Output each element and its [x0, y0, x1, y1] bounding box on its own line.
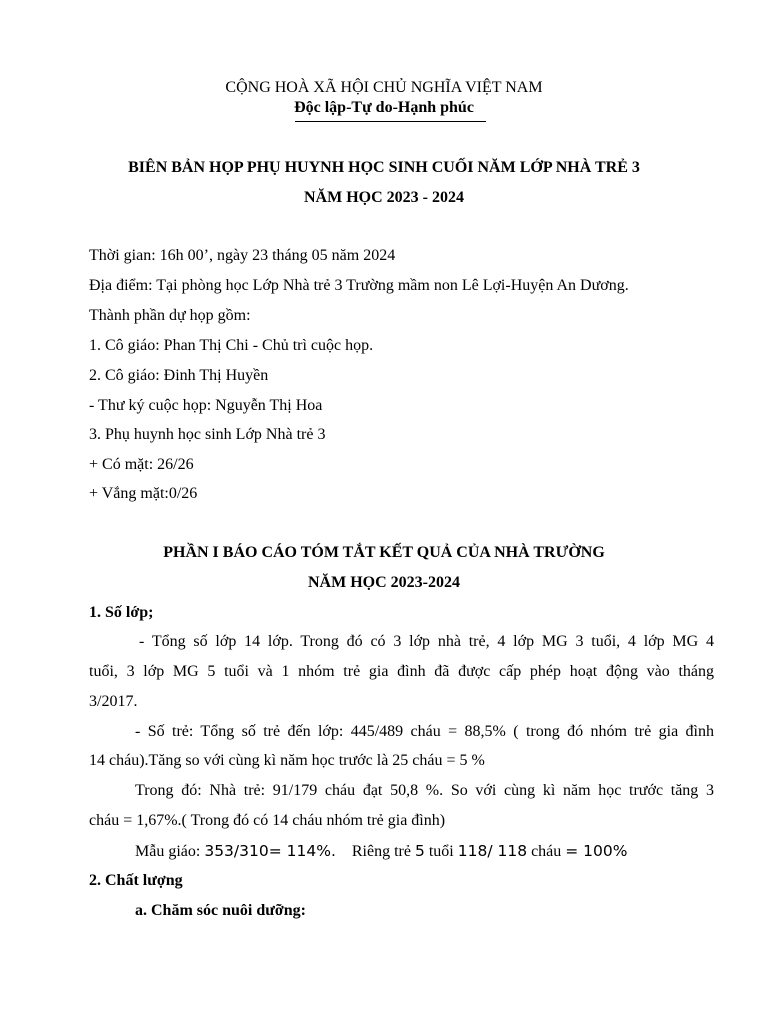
part1-title-line2: NĂM HỌC 2023-2024 [308, 574, 460, 591]
paragraph-nursery-line1: Trong đó: Nhà trẻ: 91/179 cháu đạt 50,8 %. So với cùng kì năm học trước tăng 3 [135, 782, 714, 799]
paragraph-kindergarten [135, 841, 628, 862]
paragraph-class-count-line2: tuổi, 3 lớp MG 5 tuổi và 1 nhóm trẻ gia đình đã được cấp phép hoạt động vào tháng [89, 663, 714, 680]
age5-result: = 100% [565, 842, 628, 860]
participant-item: 3. Phụ huynh học sinh Lớp Nhà trẻ 3 [89, 426, 326, 443]
paragraph-nursery-line2: cháu = 1,67%.( Trong đó có 14 cháu nhóm trẻ gia đình) [89, 812, 446, 829]
paragraph-class-count-line1: - Tổng số lớp 14 lớp. Trong đó có 3 lớp nhà trẻ, 4 lớp MG 3 tuổi, 4 lớp MG 4 [139, 633, 714, 650]
document-title-line1: BIÊN BẢN HỌP PHỤ HUYNH HỌC SINH CUỐI NĂM LỚP NHÀ TRẺ 3 [128, 159, 640, 176]
participant-item: + Vắng mặt:0/26 [89, 485, 198, 502]
age5-number: 5 [414, 842, 425, 860]
section2a-heading: a. Chăm sóc nuôi dưỡng: [135, 902, 306, 919]
participant-item: + Có mặt: 26/26 [89, 456, 194, 473]
age5-unit: cháu [527, 843, 566, 860]
motto: Độc lập-Tự do-Hạnh phúc [294, 99, 474, 116]
participant-item: 2. Cô giáo: Đinh Thị Huyền [89, 367, 269, 384]
age5-label: Riêng trẻ [351, 843, 415, 860]
participant-item: 1. Cô giáo: Phan Thị Chi - Chủ trì cuộc họp. [89, 337, 374, 354]
age5-value: 118/ 118 [457, 842, 528, 860]
meeting-time: Thời gian: 16h 00’, ngày 23 tháng 05 năm 2024 [89, 247, 396, 264]
paragraph-students-line1: - Số trẻ: Tổng số trẻ đến lớp: 445/489 cháu = 88,5% ( trong đó nhóm trẻ gia đình [135, 723, 714, 740]
participant-item: - Thư ký cuộc họp: Nguyễn Thị Hoa [89, 397, 323, 414]
age5-mid: tuổi [424, 843, 458, 860]
meeting-place: Địa điểm: Tại phòng học Lớp Nhà trẻ 3 Trường mầm non Lê Lợi-Huyện An Dương. [89, 277, 629, 294]
kindergarten-label: Mẫu giáo: [135, 843, 205, 860]
participants-heading: Thành phần dự họp gồm: [89, 307, 251, 324]
section2-heading: 2. Chất lượng [89, 872, 183, 889]
motto-underline [295, 121, 486, 122]
paragraph-students-line2: 14 cháu).Tăng so với cùng kì năm học trước là 25 cháu = 5 % [89, 752, 485, 769]
document-title-line2: NĂM HỌC 2023 - 2024 [304, 189, 464, 206]
nation-header: CỘNG HOÀ XÃ HỘI CHỦ NGHĨA VIỆT NAM [225, 79, 543, 96]
kindergarten-value: 353/310= 114%. [204, 842, 336, 860]
part1-title-line1: PHẦN I BÁO CÁO TÓM TẮT KẾT QUẢ CỦA NHÀ TRƯỜNG [163, 544, 605, 561]
paragraph-class-count-line3: 3/2017. [89, 693, 138, 710]
section1-heading: 1. Số lớp; [89, 604, 154, 621]
